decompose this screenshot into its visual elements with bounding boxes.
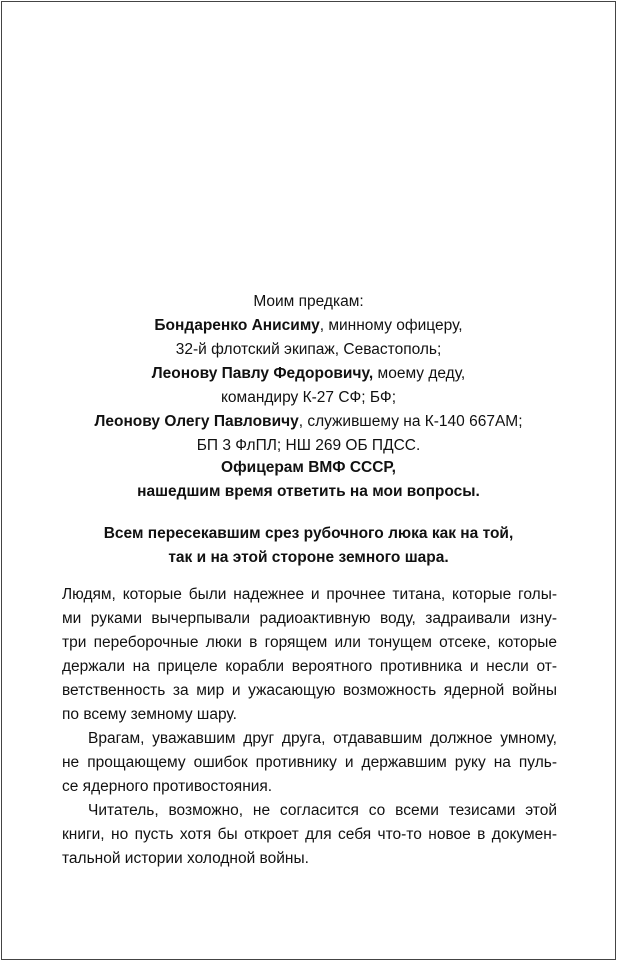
officers-dedication [0,456,617,504]
dedicatee-role: , служившему на К-140 667АМ; [298,413,523,430]
dedication-block [0,290,617,458]
dedicatee-role: моему деду, [373,365,466,382]
dedication-line: командиру К-27 СФ; БФ; [220,389,397,406]
paragraph-enemies [62,727,557,799]
dedicatee-name: Леонову Павлу Федоровичу, [151,365,374,382]
dedicatee-name: Леонову Олегу Павловичу [94,413,299,430]
crossers-line: так и на этой стороне земного шара. [168,549,449,566]
crossers-dedication [0,522,617,570]
crossers-line: Всем пересекавшим срез рубочного люка как на той, [103,525,514,542]
dedication-line [0,314,617,338]
text-line: держали на прицеле корабли вероятного противника и несли от- [62,658,557,675]
text-line: книги, но пусть хотя бы откроет для себя что-то новое в докумен- [62,826,557,843]
dedication-line [0,410,617,434]
text-line: ветственность за мир и ужасающую возможность ядерной войны [62,682,557,699]
dedicatee-name: Бондаренко Анисиму [154,317,320,334]
text-line: Врагам, уважавшим друг друга, отдававшим должное умному, [88,730,557,747]
dedicatee-role: , минному офицеру, [319,317,463,334]
text-line: тальной истории холодной войны. [62,850,309,867]
dedication-line [0,362,617,386]
dedication-line: 32-й флотский экипаж, Севастополь; [175,341,442,358]
text-line: Читатель, возможно, не согласится со всеми тезисами этой [88,802,557,819]
paragraph-people [62,583,557,727]
text-line: не прощающему ошибок противнику и державшим руку на пуль- [62,754,557,771]
text-line: Людям, которые были надежнее и прочнее титана, которые голы- [62,586,557,603]
text-line: ми руками вычерпывали радиоактивную воду, задраивали изну- [62,610,557,627]
text-line: по всему земному шару. [62,706,237,723]
paragraph-reader [62,799,557,871]
officers-line: Офицерам ВМФ СССР, [221,459,396,476]
text-line: се ядерного противостояния. [62,778,273,795]
officers-line: нашедшим время ответить на мои вопросы. [137,483,480,500]
body-text [62,583,557,871]
dedication-intro: Моим предкам: [253,293,364,310]
text-line: три переборочные люки в горящем или тонущем отсеке, которые [62,634,557,651]
dedication-line: БП 3 ФлПЛ; НШ 269 ОБ ПДСС. [196,437,421,454]
